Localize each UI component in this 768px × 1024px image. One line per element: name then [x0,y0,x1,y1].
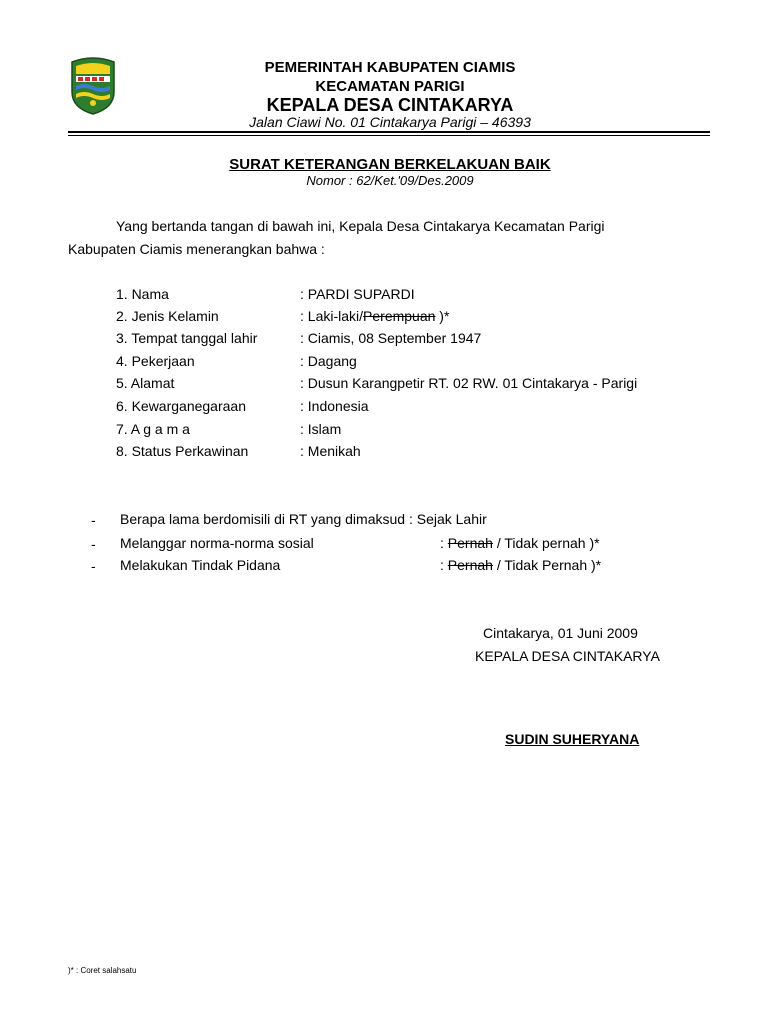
statement-social-norms-answer [440,535,600,552]
gender-selected: : Laki-laki/ [300,308,364,324]
field-label-jenis-kelamin: 2. Jenis Kelamin [116,308,219,324]
answer-selected: / Tidak Pernah )* [492,557,602,573]
answer-colon: : [440,557,448,573]
intro-line-1: Yang bertanda tangan di bawah ini, Kepala Desa Cintakarya Kecamatan Parigi [116,218,605,234]
header-divider-thick [68,131,710,133]
field-label-pekerjaan: 4. Pekerjaan [116,353,195,369]
answer-selected: / Tidak pernah )* [492,535,600,551]
field-label-kewarganegaraan: 6. Kewarganegaraan [116,398,246,414]
signature-name: SUDIN SUHERYANA [505,731,640,747]
statement-criminal-answer [440,557,601,574]
intro-line-2: Kabupaten Ciamis menerangkan bahwa : [68,241,325,257]
header-divider-thin [68,135,710,136]
field-value-pekerjaan: : Dagang [300,353,357,369]
answer-struck: Pernah [447,535,493,551]
header-village-head: KEPALA DESA CINTAKARYA [266,95,514,115]
statement-social-norms: Melanggar norma-norma sosial [120,535,314,551]
document-number: Nomor : 62/Ket.'09/Des.2009 [306,173,474,188]
field-label-alamat: 5. Alamat [116,375,175,391]
signature-place-date: Cintakarya, 01 Juni 2009 [483,625,638,641]
field-value-nama: : PARDI SUPARDI [300,286,415,302]
field-label-nama: 1. Nama [116,286,169,302]
gender-struck: Perempuan [363,308,436,324]
field-value-agama: : Islam [300,421,342,437]
statement-dash-1: - [91,512,96,528]
field-value-kewarganegaraan: : Indonesia [300,398,369,414]
statement-dash-3: - [91,558,96,574]
field-value-jenis-kelamin [300,308,449,324]
footnote: )* : Coret salahsatu [68,966,137,975]
statement-criminal: Melakukan Tindak Pidana [120,557,281,573]
field-label-agama: 7. A g a m a [116,421,190,437]
header-government: PEMERINTAH KABUPATEN CIAMIS [264,59,516,76]
district-emblem-logo [68,56,118,116]
header-district: KECAMATAN PARIGI [315,78,465,95]
answer-struck: Pernah [447,557,493,573]
field-label-status: 8. Status Perkawinan [116,443,249,459]
field-value-status: : Menikah [300,443,361,459]
statement-domicile: Berapa lama berdomisili di RT yang dimaksud : Sejak Lahir [120,511,487,527]
answer-colon: : [440,535,448,551]
field-value-alamat: : Dusun Karangpetir RT. 02 RW. 01 Cintakarya - Parigi [300,375,638,391]
document-title: SURAT KETERANGAN BERKELAKUAN BAIK [229,156,551,173]
header-address: Jalan Ciawi No. 01 Cintakarya Parigi – 46393 [249,114,531,130]
statement-dash-2: - [91,536,96,552]
signature-position: KEPALA DESA CINTAKARYA [475,648,660,664]
field-label-ttl: 3. Tempat tanggal lahir [116,330,258,346]
gender-note-marker: )* [435,308,450,324]
field-value-ttl: : Ciamis, 08 September 1947 [300,330,482,346]
